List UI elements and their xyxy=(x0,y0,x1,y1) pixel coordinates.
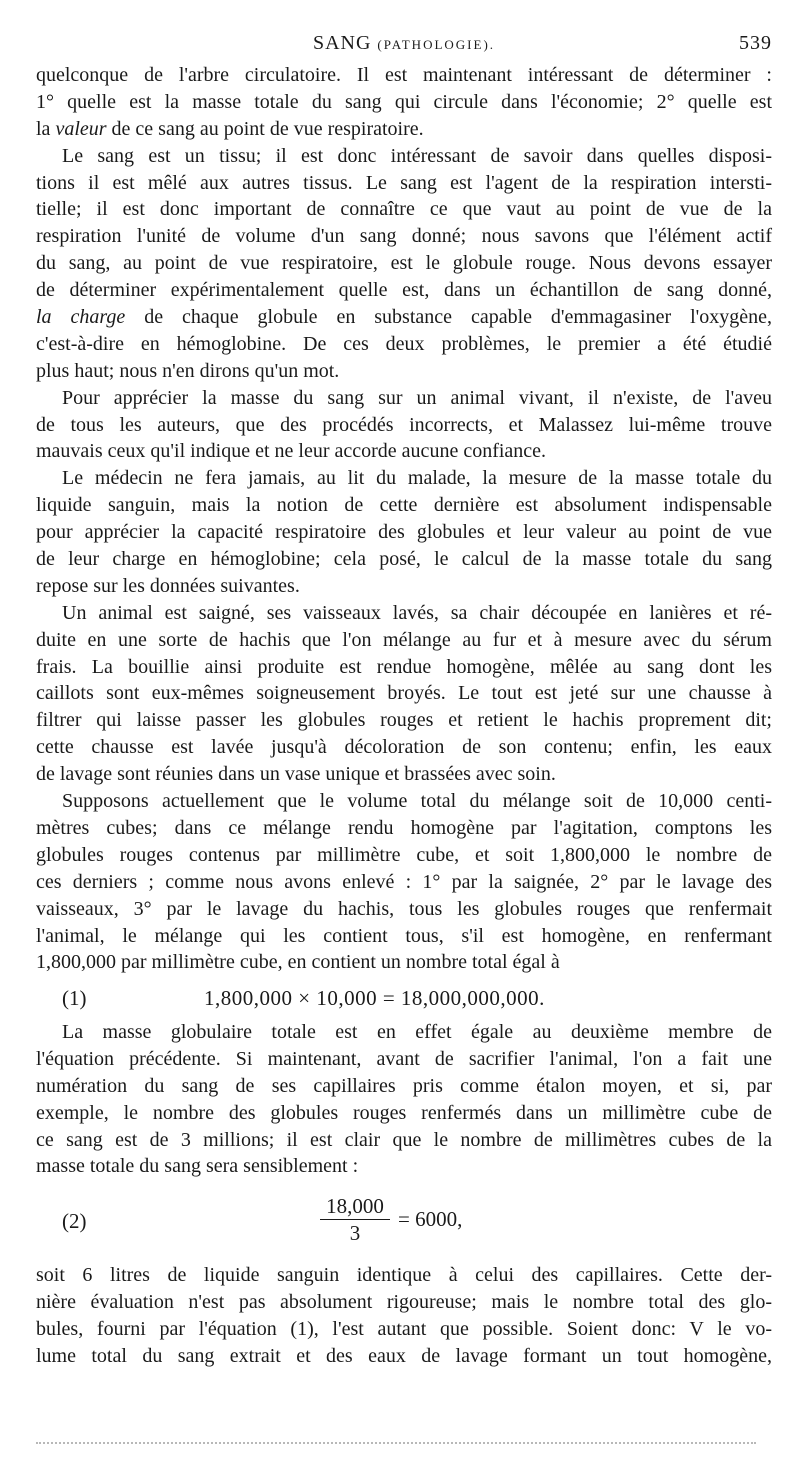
equation-1-number: (1) xyxy=(62,986,87,1010)
text-line: nière évaluation n'est pas absolument rigoureuse; mais le nombre total des glo- xyxy=(36,1290,772,1313)
page-number: 539 xyxy=(739,32,772,54)
paragraph-4 xyxy=(36,465,772,492)
paragraph-6-cont xyxy=(36,815,772,976)
running-head xyxy=(36,30,772,56)
text-line: frais. La bouillie ainsi produite est rendue homogène, mêlée au sang dont les xyxy=(36,655,772,678)
text-line: Pour apprécier la masse du sang sur un animal vivant, il n'existe, de l'aveu xyxy=(62,386,772,409)
text-line: la charge de chaque globule en substance capable d'emmagasiner l'oxygène, xyxy=(36,306,772,329)
text-line: quelconque de l'arbre circulatoire. Il est maintenant intéressant de déterminer : xyxy=(36,64,772,86)
text-line: de déterminer expérimentalement quelle est, dans un échantillon de sang donné, xyxy=(36,279,772,302)
text-line: mauvais ceux qu'il indique et ne leur accorde aucune confiance. xyxy=(36,440,547,463)
footer-divider xyxy=(36,1442,756,1446)
text-line: 1,800,000 par millimètre cube, en contient un nombre total égal à xyxy=(36,951,560,974)
text-line: Le sang est un tissu; il est donc intéressant de savoir dans quelles disposi- xyxy=(62,144,772,167)
text-line: vaisseaux, 3° par le lavage du hachis, tous les globules rouges que renfermait xyxy=(36,897,772,920)
paragraph-4-cont xyxy=(36,492,772,600)
text-line: ces derniers ; comme nous avons enlevé : 1° par la saignée, 2° par le lavage des xyxy=(36,870,772,893)
paragraph-7-cont xyxy=(36,1046,772,1180)
equation-2 xyxy=(36,1193,772,1253)
text-line: exemple, le nombre des globules rouges renfermés dans un millimètre cube de xyxy=(36,1101,772,1124)
text-line: repose sur les données suivantes. xyxy=(36,574,300,597)
text-line: de lavage sont réunies dans un vase unique et brassées avec soin. xyxy=(36,763,556,786)
fraction-numerator: 18,000 xyxy=(320,1193,390,1220)
text-line: bules, fourni par l'équation (1), l'est autant que possible. Soient donc: V le vo- xyxy=(36,1317,772,1340)
text-line: tielle; il est donc important de connaître ce que vaut au point de vue de la xyxy=(36,198,772,221)
text-line: Le médecin ne fera jamais, au lit du malade, la mesure de la masse totale du xyxy=(62,467,772,490)
text-line: l'équation précédente. Si maintenant, avant de sacrifier l'animal, l'on a fait une xyxy=(36,1047,772,1070)
text-line: respiration l'unité de volume d'un sang donné; nous savons que l'élément actif xyxy=(36,225,772,248)
text-line: ce sang est de 3 millions; il est clair que le nombre de millimètres cubes de la xyxy=(36,1128,772,1151)
text-line: de leur charge en hémoglobine; cela posé, le calcul de la masse totale du sang xyxy=(36,548,772,571)
body-text-lower xyxy=(36,1262,772,1370)
text-line: Supposons actuellement que le volume total du mélange soit de 10,000 centi- xyxy=(62,790,772,813)
paragraph-1 xyxy=(36,62,772,143)
paragraph-3-cont xyxy=(36,412,772,466)
paragraph-5 xyxy=(36,600,772,627)
text-line: numération du sang de ses capillaires pris comme étalon moyen, et si, par xyxy=(36,1074,772,1097)
paragraph-2 xyxy=(36,143,772,170)
body-text-middle xyxy=(36,1019,772,1180)
text-line: 1° quelle est la masse totale du sang qui circule dans l'économie; 2° quelle est xyxy=(36,90,772,113)
paragraph-3 xyxy=(36,385,772,412)
running-title xyxy=(36,30,772,58)
text-line: Un animal est saigné, ses vaisseaux lavés, sa chair découpée en lanières et ré- xyxy=(62,601,772,624)
text-line: pour apprécier la capacité respiratoire des globules et leur valeur au point de vue xyxy=(36,521,772,544)
text-line: du sang, au point de vue respiratoire, est le globule rouge. Nous devons essayer xyxy=(36,252,772,275)
text-line: duite en une sorte de hachis que l'on mélange au fur et à mesure avec du sérum xyxy=(36,628,772,651)
text-line: tions il est mêlé aux autres tissus. Le sang est l'agent de la respiration intersti- xyxy=(36,171,772,194)
paragraph-2-cont xyxy=(36,170,772,385)
paragraph-7 xyxy=(36,1019,772,1046)
text-line: la valeur de ce sang au point de vue respiratoire. xyxy=(36,117,424,140)
fraction-denominator: 3 xyxy=(349,1221,361,1245)
equation-2-number: (2) xyxy=(62,1209,87,1233)
text-line: mètres cubes; dans ce mélange rendu homogène par l'agitation, comptons les xyxy=(36,816,772,839)
text-line: filtrer qui laisse passer les globules rouges et retient le hachis proprement dit; xyxy=(36,709,772,732)
equation-1 xyxy=(36,983,772,1013)
running-title-main: SANG xyxy=(312,32,372,54)
fraction xyxy=(320,1193,390,1246)
paragraph-6 xyxy=(36,788,772,815)
equation-1-expression: 1,800,000 × 10,000 = 18,000,000,000. xyxy=(204,986,545,1010)
text-line: plus haut; nous n'en dirons qu'un mot. xyxy=(36,359,340,382)
running-title-paren: (PATHOLOGIE). xyxy=(377,37,496,52)
text-line: l'animal, le mélange qui les contient tous, s'il est homogène, en renfermant xyxy=(36,924,772,947)
text-line: de tous les auteurs, que des procédés incorrects, et Malassez lui-même trouve xyxy=(36,413,772,436)
text-line: liquide sanguin, mais la notion de cette dernière est absolument indispensable xyxy=(36,494,772,517)
text-line: lume total du sang extrait et des eaux de lavage formant un tout homogène, xyxy=(36,1344,772,1367)
text-line: cette chausse est lavée jusqu'à décoloration de son contenu; enfin, les eaux xyxy=(36,736,772,759)
body-text-upper xyxy=(36,62,772,976)
equation-2-result: = 6000, xyxy=(398,1207,463,1231)
text-line: soit 6 litres de liquide sanguin identique à celui des capillaires. Cette der- xyxy=(36,1264,772,1286)
text-line: masse totale du sang sera sensiblement : xyxy=(36,1155,359,1178)
paragraph-5-cont xyxy=(36,627,772,788)
text-line: c'est-à-dire en hémoglobine. De ces deux problèmes, le premier a été étudié xyxy=(36,332,772,355)
text-line: La masse globulaire totale est en effet égale au deuxième membre de xyxy=(62,1021,772,1043)
text-line: caillots sont eux-mêmes soigneusement broyés. Le tout est jeté sur une chausse à xyxy=(36,682,772,705)
text-line: globules rouges contenus par millimètre cube, et soit 1,800,000 le nombre de xyxy=(36,843,772,866)
